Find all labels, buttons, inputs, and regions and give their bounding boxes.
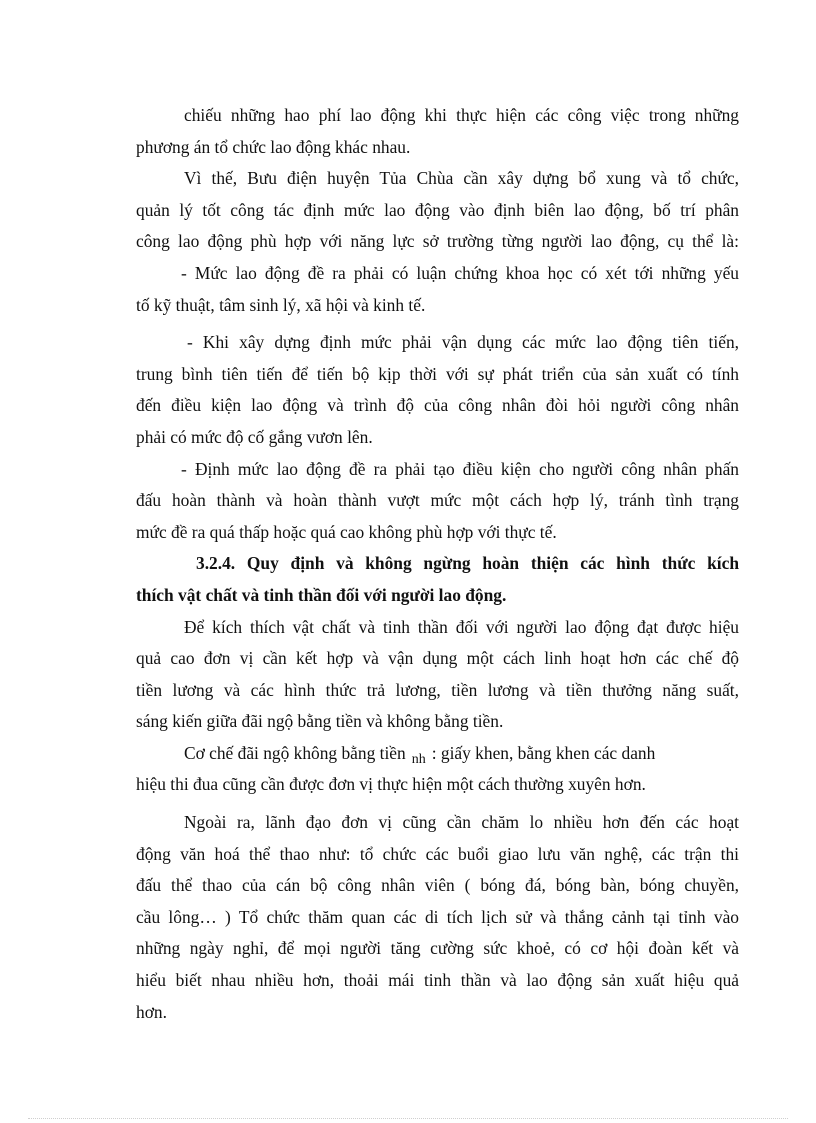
page-body — [136, 100, 739, 1028]
paragraph-line: động văn hoá thể thao như: tổ chức các buổi giao lưu văn nghệ, các trận thi — [136, 843, 739, 864]
bullet-item-3 — [136, 454, 739, 549]
paragraph-line: - Định mức lao động đề ra phải tạo điều kiện cho người công nhân phấn — [181, 458, 739, 479]
bullet-item-2 — [136, 327, 739, 453]
paragraph-line: phương án tổ chức lao động khác nhau. — [136, 136, 411, 157]
section-heading — [136, 548, 739, 611]
paragraph-line: trung bình tiên tiến để tiến bộ kịp thời với sự phát triển của sản xuất có tính — [136, 363, 739, 384]
paragraph-line: công lao động phù hợp với năng lực sở trường từng người lao động, cụ thể là: — [136, 231, 739, 252]
text-run-small: nh — [411, 751, 426, 767]
heading-line: thích vật chất và tinh thần đối với người lao động. — [136, 584, 507, 605]
paragraph-reason — [136, 163, 739, 258]
paragraph-line: phải có mức độ cố gắng vươn lên. — [136, 426, 373, 447]
paragraph-line — [136, 738, 739, 770]
paragraph-activities — [136, 807, 739, 1028]
paragraph-line: - Mức lao động đề ra phải có luận chứng khoa học có xét tới những yếu — [181, 262, 739, 283]
page-bottom-divider — [28, 1118, 788, 1119]
paragraph-line: Ngoài ra, lãnh đạo đơn vị cũng cần chăm lo nhiều hơn đến các hoạt — [184, 812, 739, 833]
paragraph-line: quản lý tốt công tác định mức lao động vào định biên lao động, bố trí phân — [136, 199, 739, 220]
text-run: : giấy khen, bằng khen các danh — [431, 742, 656, 763]
paragraph-incentive — [136, 612, 739, 738]
bullet-item-1 — [136, 258, 739, 321]
text-run: Cơ chế đãi ngộ không bằng tiền — [184, 742, 406, 763]
paragraph-line: hơn. — [136, 1001, 167, 1022]
paragraph-line: chiếu những hao phí lao động khi thực hiện các công việc trong những — [184, 105, 739, 125]
paragraph-line: hiệu thi đua cũng cần được đơn vị thực hiện một cách thường xuyên hơn. — [136, 774, 646, 795]
paragraph-line: đấu thể thao của cán bộ công nhân viên ( bóng đá, bóng bàn, bóng chuyền, — [136, 875, 739, 896]
paragraph-line: tố kỹ thuật, tâm sinh lý, xã hội và kinh tế. — [136, 294, 426, 315]
paragraph-line: đến điều kiện lao động và trình độ của công nhân đòi hỏi người công nhân — [136, 395, 739, 416]
heading-line: 3.2.4. Quy định và không ngừng hoàn thiện các hình thức kích — [196, 553, 739, 574]
paragraph-nonmonetary — [136, 738, 739, 801]
paragraph-line: hiểu biết nhau nhiều hơn, thoải mái tinh thần và lao động sản xuất hiệu quả — [136, 970, 739, 991]
paragraph-line: - Khi xây dựng định mức phải vận dụng các mức lao động tiên tiến, — [187, 332, 739, 353]
paragraph-line: Để kích thích vật chất và tinh thần đối với người lao động đạt được hiệu — [184, 616, 739, 637]
paragraph-line: sáng kiến giữa đãi ngộ bằng tiền và không bằng tiền. — [136, 711, 504, 732]
paragraph-intro — [136, 100, 739, 163]
paragraph-line: mức đề ra quá thấp hoặc quá cao không phù hợp với thực tế. — [136, 521, 557, 542]
paragraph-line: những ngày nghỉ, để mọi người tăng cường sức khoẻ, có cơ hội đoàn kết và — [136, 938, 739, 959]
paragraph-line: đấu hoàn thành và hoàn thành vượt mức một cách hợp lý, tránh tình trạng — [136, 490, 739, 511]
paragraph-line: cầu lông… ) Tổ chức thăm quan các di tích lịch sử và thắng cảnh tại tỉnh vào — [136, 906, 739, 927]
paragraph-line: quả cao đơn vị cần kết hợp và vận dụng một cách linh hoạt hơn các chế độ — [136, 648, 739, 669]
paragraph-line: tiền lương và các hình thức trả lương, tiền lương và tiền thưởng năng suất, — [136, 679, 739, 700]
paragraph-line: Vì thế, Bưu điện huyện Tủa Chùa cần xây dựng bổ xung và tổ chức, — [184, 168, 739, 189]
